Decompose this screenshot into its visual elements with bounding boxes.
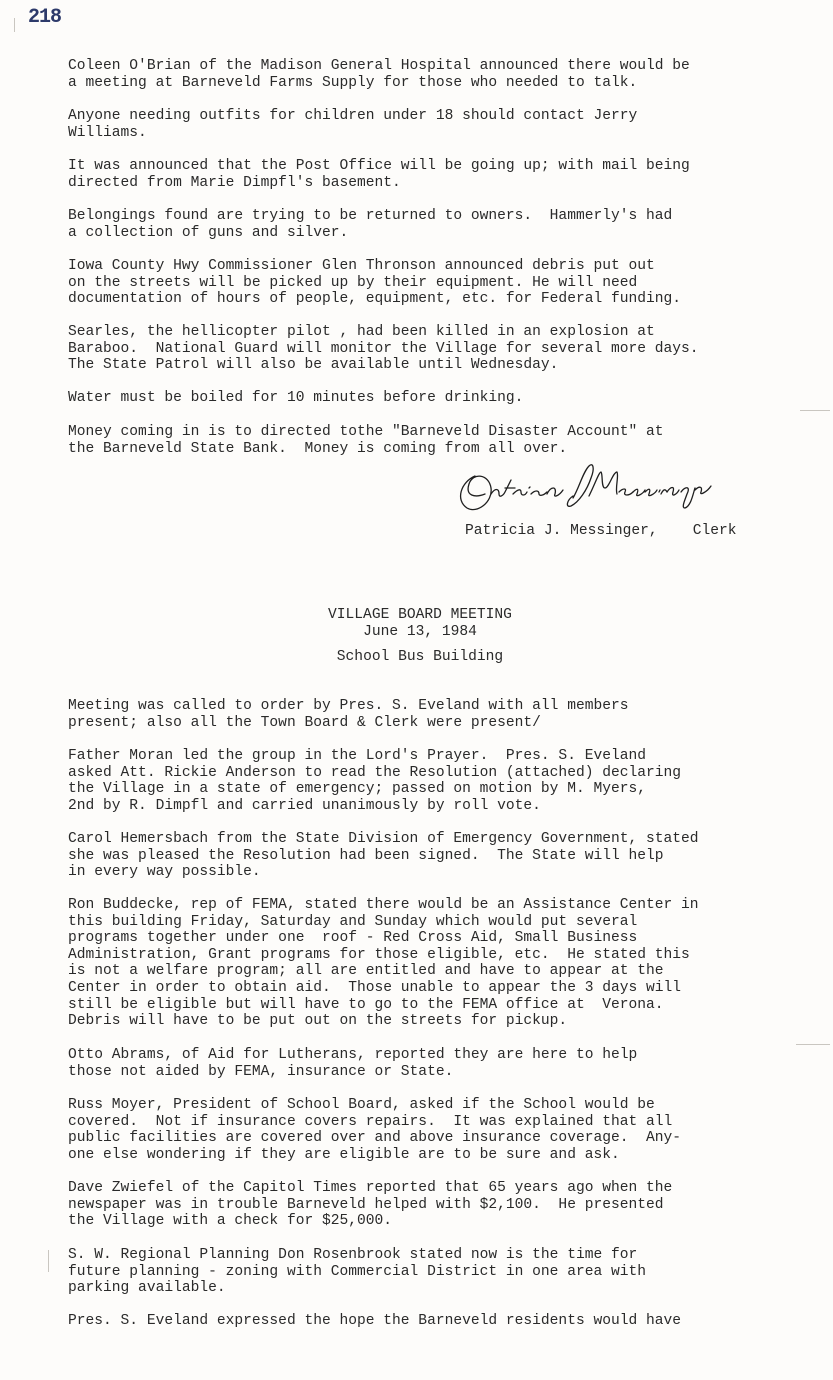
meeting-location: School Bus Building [336, 649, 504, 665]
clerk-name-title: Patricia J. Messinger, Clerk [465, 523, 737, 539]
scan-edge-mark [796, 1044, 830, 1045]
paragraph-aid-for-lutherans: Otto Abrams, of Aid for Lutherans, reported they are here to help those not aided by FEMA, insurance or State. [68, 1047, 638, 1080]
paragraph-emergency-resolution: Father Moran led the group in the Lord's Prayer. Pres. S. Eveland asked Att. Rickie Anderson to read the Resolution (attached) declaring the Village in a state of emergency; passed on motion by M. Myers, 2nd by R. Dimpfl and carried unanimously by roll vote. [68, 748, 682, 814]
scan-edge-mark [800, 410, 830, 411]
paragraph-call-to-order: Meeting was called to order by Pres. S. Eveland with all members present; also all the Town Board & Clerk were present/ [68, 698, 629, 731]
scan-edge-mark [14, 18, 15, 32]
paragraph-post-office: It was announced that the Post Office will be going up; with mail being directed from Marie Dimpfl's basement. [68, 158, 690, 191]
clerk-signature [455, 458, 725, 518]
paragraph-helicopter-pilot: Searles, the hellicopter pilot , had been killed in an explosion at Baraboo. National Guard will monitor the Village for several more days. The State Patrol will also be available until Wednesday. [68, 324, 699, 374]
paragraph-children-outfits: Anyone needing outfits for children under 18 should contact Jerry Williams. [68, 108, 638, 141]
paragraph-boil-water: Water must be boiled for 10 minutes before drinking. [68, 390, 524, 406]
paragraph-closing-remarks: Pres. S. Eveland expressed the hope the Barneveld residents would have [68, 1313, 682, 1329]
page-number: 218 [28, 6, 62, 29]
paragraph-hospital-meeting: Coleen O'Brian of the Madison General Hospital announced there would be a meeting at Barneveld Farms Supply for those who needed to talk. [68, 58, 690, 91]
paragraph-school-board: Russ Moyer, President of School Board, asked if the School would be covered. Not if insurance covers repairs. It was explained that all public facilities are covered over and above insurance coverage. Any- one else wondering if they are eligible are to be sure and ask. [68, 1097, 682, 1163]
paragraph-disaster-account: Money coming in is to directed tothe "Barneveld Disaster Account" at the Barneveld State Bank. Money is coming from all over. [68, 424, 664, 457]
scan-edge-mark [48, 1250, 49, 1272]
paragraph-belongings: Belongings found are trying to be returned to owners. Hammerly's had a collection of guns and silver. [68, 208, 673, 241]
meeting-title: VILLAGE BOARD MEETING [328, 607, 512, 623]
paragraph-debris-pickup: Iowa County Hwy Commissioner Glen Thronson announced debris put out on the streets will be picked up by their equipment. He will need documentation of hours of people, equipment, etc. for Federal funding. [68, 258, 682, 308]
meeting-date: June 13, 1984 [363, 624, 477, 640]
paragraph-regional-planning: S. W. Regional Planning Don Rosenbrook stated now is the time for future planning - zoning with Commercial District in one area with parking available. [68, 1247, 647, 1297]
paragraph-capitol-times: Dave Zwiefel of the Capitol Times reported that 65 years ago when the newspaper was in trouble Barneveld helped with $2,100. He presented the Village with a check for $25,000. [68, 1180, 673, 1230]
paragraph-state-emergency-government: Carol Hemersbach from the State Division of Emergency Government, stated she was pleased the Resolution had been signed. The State will help in every way possible. [68, 831, 699, 881]
paragraph-fema-assistance: Ron Buddecke, rep of FEMA, stated there would be an Assistance Center in this building Friday, Saturday and Sunday which would put several programs together under one roof - Red Cross Aid, Small Business Administration, Grant programs for those eligible, etc. He stated this is not a welfare program; all are entitled and have to appear at the Center in order to obtain aid. Those unable to appear the 3 days will still be eligible but will have to go to the FEMA office at Verona. Debris will have to be put out on the streets for pickup. [68, 897, 699, 1030]
